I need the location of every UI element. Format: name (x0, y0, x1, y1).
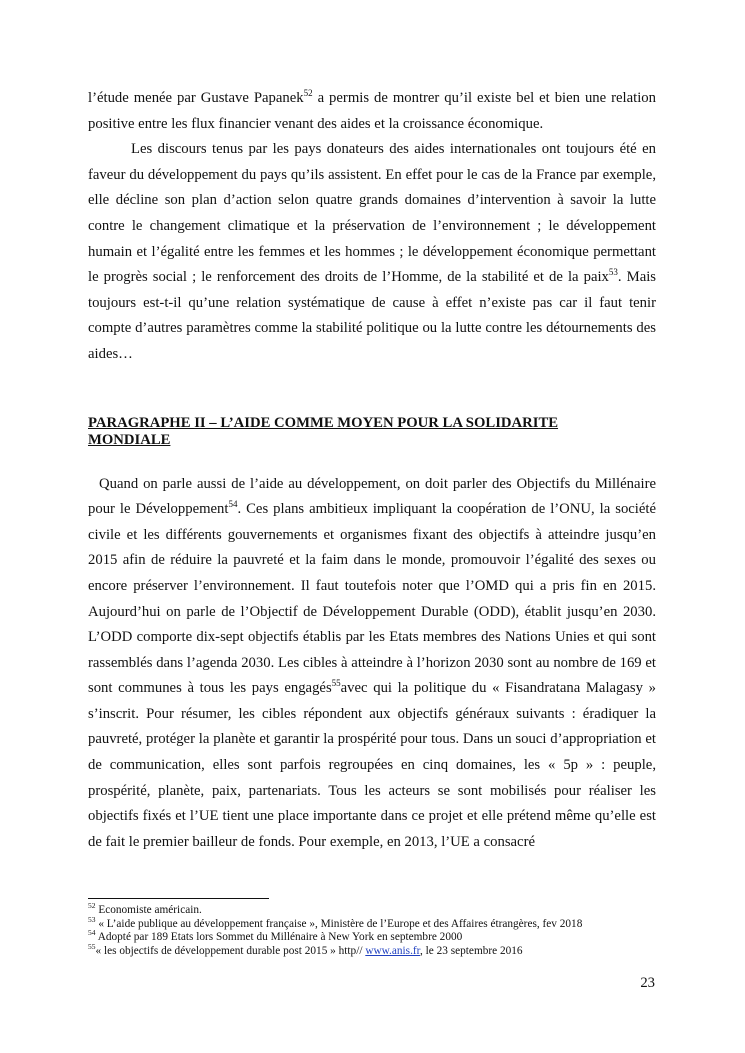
footnote-number: 55 (88, 941, 96, 951)
body-paragraph-1 (88, 86, 656, 137)
body-paragraph-2 (88, 137, 656, 367)
footnote-55 (88, 941, 688, 959)
paragraph-text: . Ces plans ambitieux impliquant la coopération de l’ONU, la société civile et les différents gouvernements et organismes fixant des objectifs à atteindre jusqu’en 2015 afin de réduire la pauvreté et la faim dans le monde, promouvoir l’égalité des sexes ou encore préserver l’environnement. Il faut toutefois noter que l’OMD qui a pris fin en 2015. Aujourd’hui on parle de l’Objectif de Développement Durable (ODD), établit jusqu’en 2030. L’ODD comporte dix-sept objectifs établis par les Etats membres des Nations Unies et qui sont rassemblés dans l’agenda 2030. Les cibles à atteindre à l’horizon 2030 sont au nombre de 169 et sont communes à tous les pays engagés (88, 501, 657, 697)
footnote-52 (88, 901, 688, 918)
paragraph-text: a permis de montrer qu’il existe bel et bien une relation positive entre les flux financier venant des aides et la croissance économique. (88, 90, 656, 132)
paragraph-text: l’étude menée par Gustave Papanek (88, 90, 304, 106)
footnote-link[interactable]: www.anis.fr (365, 944, 420, 957)
footnote-number: 54 (88, 928, 96, 938)
footnote-text: Adopté par 189 Etats lors Sommet du Millénaire à New York en septembre 2000 (95, 931, 463, 943)
footnote-53 (88, 914, 688, 932)
footnote-number: 53 (88, 914, 96, 924)
footnote-ref-55[interactable]: 55 (331, 678, 341, 689)
footnote-text: , le 23 septembre 2016 (419, 944, 523, 957)
paragraph-text: . Mais toujours est-t-il qu’une relation systématique de cause à effet n’existe pas car il faut tenir compte d’autres paramètres comme la stabilité politique ou la lutte contre les détournements des aides… (88, 269, 657, 362)
paragraph-text: Quand on parle aussi de l’aide au développement, on doit parler des Objectifs du Millénaire pour le Développement (88, 475, 656, 518)
footnote-text: « L’aide publique au développement française », Ministère de l’Europe et des Affaires étrangères, fev 2018 (95, 917, 583, 930)
section-heading: PARAGRAPHE II – L’AIDE COMME MOYEN POUR LA SOLIDARITE MONDIALE (88, 414, 559, 448)
footnote-ref-53[interactable]: 53 (608, 267, 618, 278)
footnote-number: 52 (88, 901, 96, 911)
page-number: 23 (640, 975, 655, 991)
footnote-text: Economiste américain. (95, 904, 202, 916)
footnotes (88, 901, 688, 958)
paragraph-text: avec qui la politique du « Fisandratana Malagasy » s’inscrit. Pour résumer, les cibles répondent aux objectifs généraux suivants : éradiquer la pauvreté, protéger la planète et garantir la prospérité pour tous. Dans un souci d’appropriation et de communication, elles sont parfois regroupées en cinq domaines, les « 5p » : peuple, prospérité, planète, paix, partenariats. Tous les acteurs se sont mobilisés pour réaliser les objectifs fixés et l’UE tient une place importante dans ce projet et elle prétend même qu’elle est de fait le premier bailleur de fonds. Pour exemple, en 2013, l’UE a consacré (88, 680, 656, 850)
footnote-separator (88, 898, 269, 899)
footnote-54 (88, 928, 688, 945)
body-paragraph-3 (88, 472, 656, 856)
footnote-ref-54[interactable]: 54 (228, 499, 238, 510)
page-body (88, 86, 656, 855)
paragraph-text: Les discours tenus par les pays donateurs des aides internationales ont toujours été en faveur du développement du pays qu’ils assistent. En effet pour le cas de la France par exemple, elle décline son plan d’action selon quatre grands domaines d’intervention à savoir la lutte contre le changement climatique et la préservation de l’environnement ; le développement humain et l’égalité entre les femmes et les hommes ; le développement économique permettant le progrès social ; le renforcement des droits de l’Homme, de la stabilité et de la paix (88, 141, 656, 286)
footnote-text: « les objectifs de développement durable post 2015 » http// (95, 944, 366, 957)
footnote-ref-52[interactable]: 52 (303, 88, 313, 99)
